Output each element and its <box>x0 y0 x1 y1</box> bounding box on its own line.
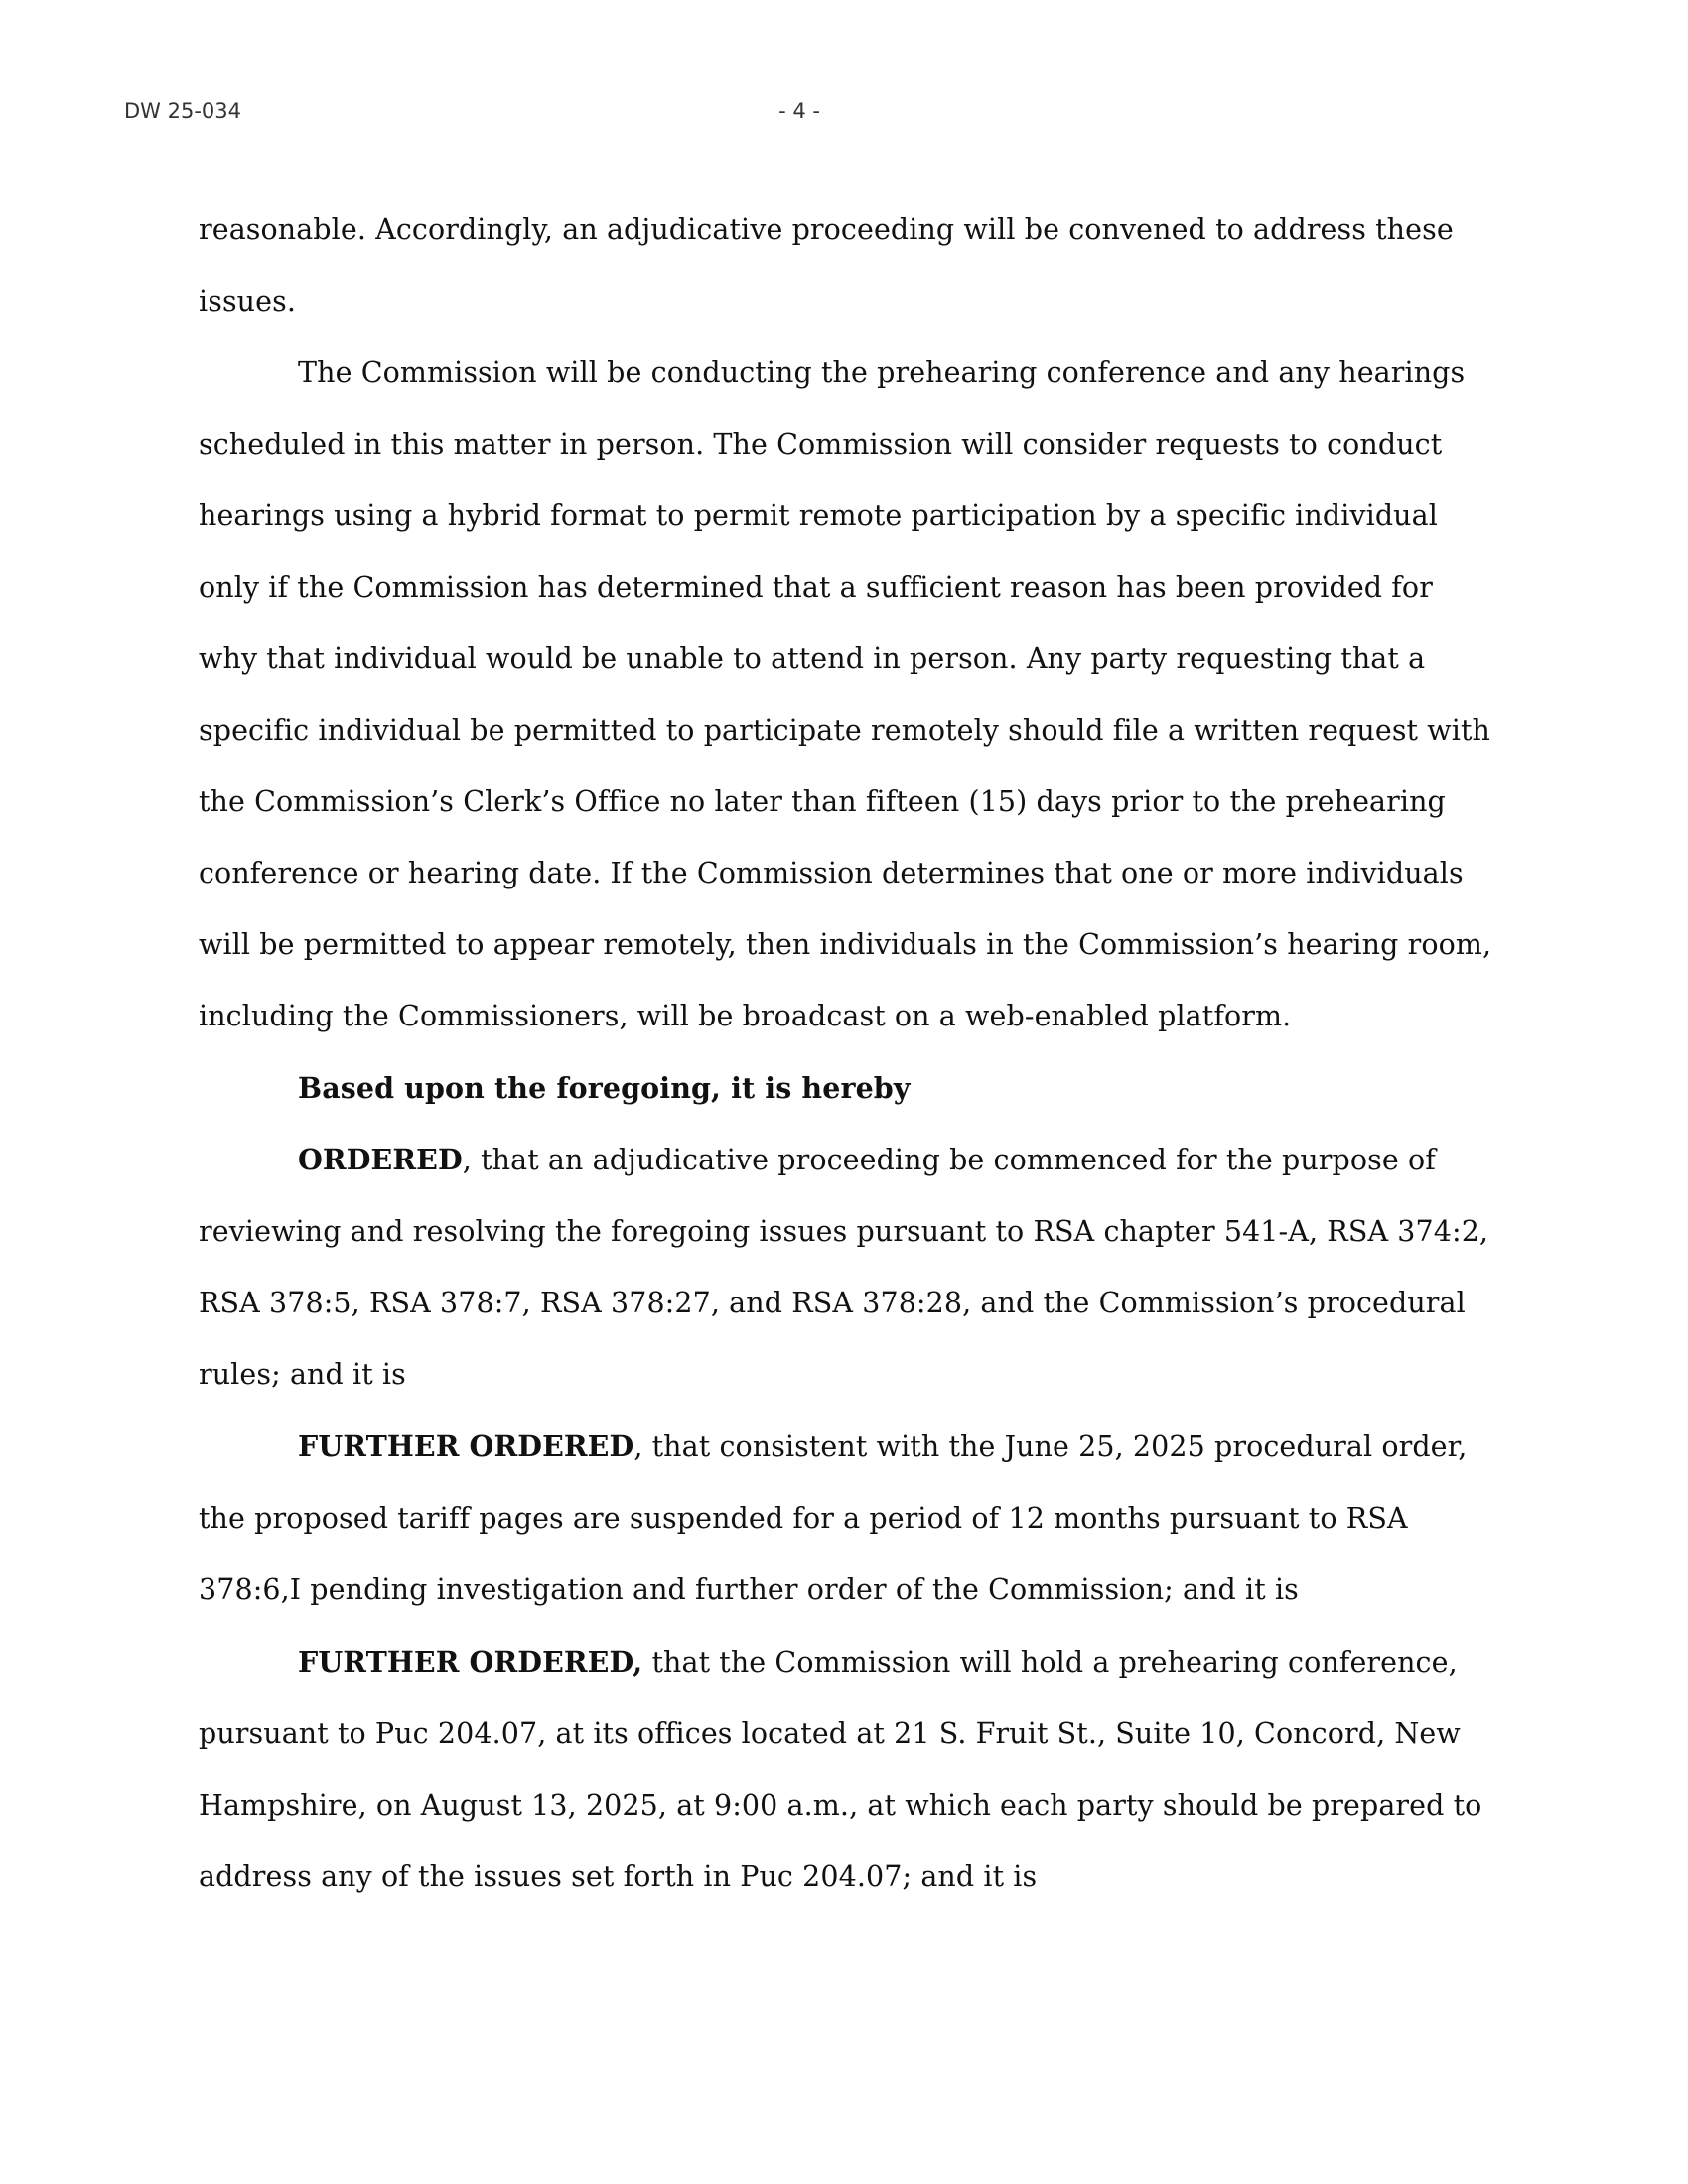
ordered-text: , that an adjudicative proceeding be commenced for the purpose of reviewing and resolving the foregoing issues pursuant to RSA chapter 541-A, RSA 374:2, RSA 378:5, RSA 378:7, RSA 378:27, and RSA 378:28, and the Commission’s procedural rules; and it is <box>199 1144 1489 1391</box>
paragraph-further-ordered-tariff <box>199 1411 1499 1626</box>
page-header <box>0 99 1688 139</box>
further-ordered-keyword: FURTHER ORDERED <box>298 1430 634 1463</box>
paragraph-based-upon: Based upon the foregoing, it is hereby <box>298 1071 911 1105</box>
page-number: - 4 - <box>778 99 820 123</box>
docket-number: DW 25-034 <box>124 99 241 123</box>
paragraph-hearing-format: The Commission will be conducting the prehearing conference and any hearings scheduled in this matter in person. The Commission will consider requests to conduct hearings using a hybrid format to permit remote participation by a specific individual only if the Commission has determined that a sufficient reason has been provided for why that individual would be unable to attend in person. Any party requesting that a specific individual be permitted to participate remotely should file a written request with the Commission’s Clerk’s Office no later than fifteen (15) days prior to the prehearing conference or hearing date. If the Commission determines that one or more individuals will be permitted to appear remotely, then individuals in the Commission’s hearing room, including the Commissioners, will be broadcast on a web-enabled platform. <box>199 356 1492 1032</box>
ordered-keyword: ORDERED <box>298 1143 463 1176</box>
further-ordered-prehearing-text: that the Commission will hold a prehearing conference, pursuant to Puc 204.07, at its offices located at 21 S. Fruit St., Suite 10, Concord, New Hampshire, on August 13, 2025, at 9:00 a.m., at which each party should be prepared to address any of the issues set forth in Puc 204.07; and it is <box>199 1646 1482 1893</box>
further-ordered-keyword: FURTHER ORDERED, <box>298 1645 643 1679</box>
paragraph-ordered <box>199 1124 1499 1411</box>
paragraph-further-ordered-prehearing <box>199 1626 1499 1913</box>
further-ordered-tariff-text: , that consistent with the June 25, 2025 procedural order, the proposed tariff pages are suspended for a period of 12 months pursuant to RSA 378:6,I pending investigation and further order of the Commission; and it is <box>199 1431 1468 1606</box>
paragraph-conclusion: reasonable. Accordingly, an adjudicative proceeding will be convened to address these issues. <box>199 213 1454 318</box>
order-body <box>199 195 1499 1913</box>
